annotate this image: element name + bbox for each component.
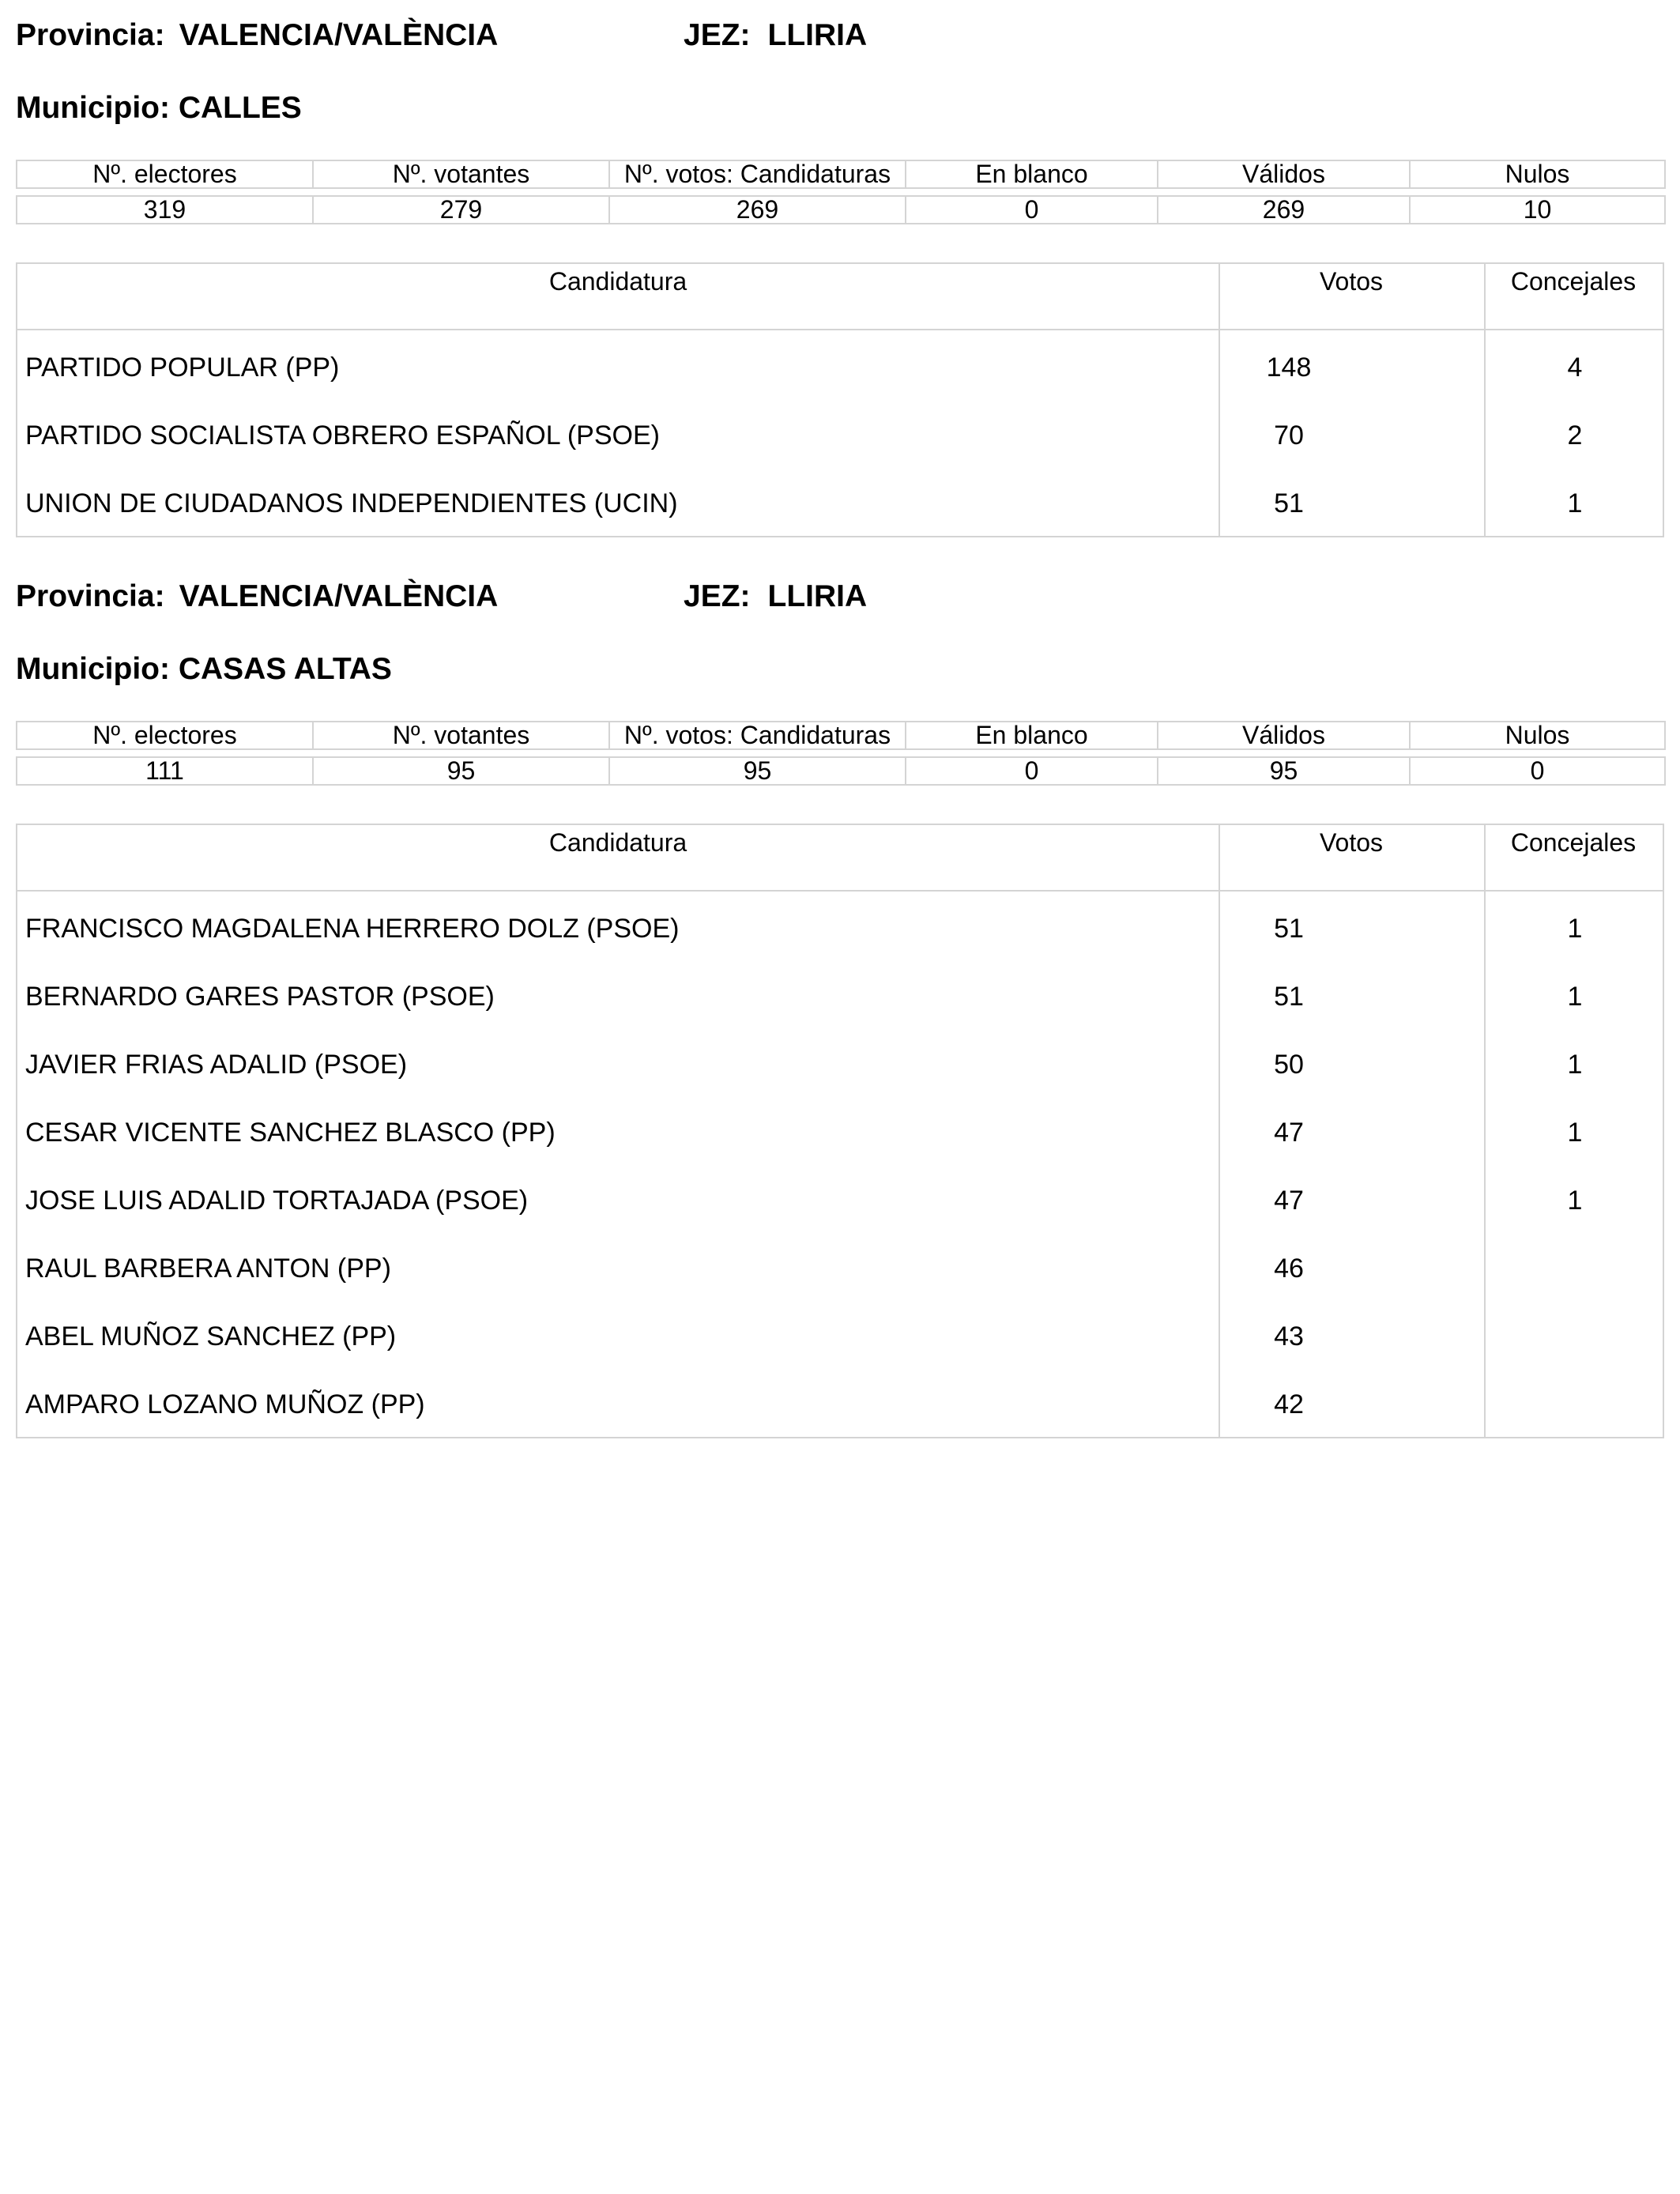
candidatura-concejales: 1 xyxy=(1567,488,1583,518)
candidatura-name: BERNARDO GARES PASTOR (PSOE) xyxy=(25,982,495,1012)
table-row xyxy=(17,466,1663,536)
table-row xyxy=(17,1367,1663,1437)
candidatura-concejales: 4 xyxy=(1567,352,1583,383)
municipio-value: CASAS ALTAS xyxy=(178,652,392,686)
stats-header-row xyxy=(17,722,1665,749)
candidatura-name: ABEL MUÑOZ SANCHEZ (PP) xyxy=(25,1321,397,1351)
results-table xyxy=(16,824,1664,1438)
stats-value-votantes: 95 xyxy=(313,757,609,785)
candidatura-name: JAVIER FRIAS ADALID (PSOE) xyxy=(25,1050,408,1080)
stats-gap xyxy=(17,188,1665,196)
provincia-value: VALENCIA/VALÈNCIA xyxy=(179,18,499,52)
provincia-label: Provincia: xyxy=(16,18,165,52)
stats-value-row xyxy=(17,757,1665,785)
table-row xyxy=(17,330,1663,398)
municipio-line xyxy=(16,651,392,688)
provincia-value: VALENCIA/VALÈNCIA xyxy=(179,579,499,613)
candidatura-name: AMPARO LOZANO MUÑOZ (PP) xyxy=(25,1389,425,1419)
stats-header-electores: Nº. electores xyxy=(17,160,313,188)
candidatura-votos: 51 xyxy=(1274,914,1304,944)
stats-header-votantes: Nº. votantes xyxy=(313,160,609,188)
stats-header-candidaturas: Nº. votos: Candidaturas xyxy=(609,722,906,749)
candidatura-votos: 51 xyxy=(1274,982,1304,1012)
stats-value-nulos: 0 xyxy=(1410,757,1665,785)
municipio-label: Municipio: xyxy=(16,91,170,125)
stats-value-validos: 269 xyxy=(1158,196,1410,224)
stats-value-electores: 111 xyxy=(17,757,313,785)
stats-header-validos: Válidos xyxy=(1158,160,1410,188)
candidatura-name: FRANCISCO MAGDALENA HERRERO DOLZ (PSOE) xyxy=(25,914,680,944)
jez-value: LLIRIA xyxy=(767,18,868,52)
stats-value-validos: 95 xyxy=(1158,757,1410,785)
jez-label: JEZ: xyxy=(684,18,751,52)
candidatura-concejales: 1 xyxy=(1567,1050,1583,1080)
results-header-row xyxy=(17,825,1663,892)
municipio-line xyxy=(16,90,302,126)
table-row xyxy=(17,398,1663,466)
stats-header-en-blanco: En blanco xyxy=(906,722,1158,749)
jez-label: JEZ: xyxy=(684,579,751,613)
candidatura-name: PARTIDO SOCIALISTA OBRERO ESPAÑOL (PSOE) xyxy=(25,420,660,450)
stats-header-votantes: Nº. votantes xyxy=(313,722,609,749)
candidatura-concejales: 1 xyxy=(1567,1186,1583,1216)
stats-table xyxy=(16,160,1666,224)
candidatura-votos: 50 xyxy=(1274,1050,1304,1080)
stats-header-validos: Válidos xyxy=(1158,722,1410,749)
jez-line xyxy=(684,17,867,54)
candidatura-name: UNION DE CIUDADANOS INDEPENDIENTES (UCIN) xyxy=(25,488,678,518)
candidatura-votos: 43 xyxy=(1274,1321,1304,1351)
stats-value-votantes: 279 xyxy=(313,196,609,224)
stats-header-electores: Nº. electores xyxy=(17,722,313,749)
stats-header-candidaturas: Nº. votos: Candidaturas xyxy=(609,160,906,188)
table-row xyxy=(17,1095,1663,1163)
stats-value-electores: 319 xyxy=(17,196,313,224)
candidatura-votos: 70 xyxy=(1274,420,1304,450)
table-row xyxy=(17,1027,1663,1095)
stats-header-row xyxy=(17,160,1665,188)
stats-table xyxy=(16,721,1666,786)
stats-value-nulos: 10 xyxy=(1410,196,1665,224)
municipio-label: Municipio: xyxy=(16,652,170,686)
candidatura-concejales: 1 xyxy=(1567,1118,1583,1148)
results-header-candidatura: Candidatura xyxy=(548,267,687,296)
stats-header-nulos: Nulos xyxy=(1410,722,1665,749)
stats-value-en-blanco: 0 xyxy=(906,757,1158,785)
candidatura-votos: 148 xyxy=(1266,352,1312,383)
candidatura-votos: 47 xyxy=(1274,1186,1304,1216)
candidatura-concejales: 1 xyxy=(1567,914,1583,944)
results-header-concejales: Concejales xyxy=(1510,828,1637,857)
stats-header-nulos: Nulos xyxy=(1410,160,1665,188)
results-header-votos: Votos xyxy=(1319,267,1384,296)
candidatura-name: PARTIDO POPULAR (PP) xyxy=(25,352,340,383)
provincia-line xyxy=(16,579,498,615)
provincia-line xyxy=(16,17,498,54)
stats-value-en-blanco: 0 xyxy=(906,196,1158,224)
jez-value: LLIRIA xyxy=(767,579,868,613)
results-header-votos: Votos xyxy=(1319,828,1384,857)
table-row xyxy=(17,1299,1663,1367)
results-header-concejales: Concejales xyxy=(1510,267,1637,296)
table-row xyxy=(17,1231,1663,1299)
candidatura-votos: 42 xyxy=(1274,1389,1304,1419)
provincia-label: Provincia: xyxy=(16,579,165,613)
results-table xyxy=(16,262,1664,537)
jez-line xyxy=(684,579,867,615)
table-row xyxy=(17,959,1663,1027)
stats-header-en-blanco: En blanco xyxy=(906,160,1158,188)
results-header-candidatura: Candidatura xyxy=(548,828,687,857)
table-row xyxy=(17,892,1663,959)
candidatura-concejales: 1 xyxy=(1567,982,1583,1012)
candidatura-votos: 47 xyxy=(1274,1118,1304,1148)
table-row xyxy=(17,1163,1663,1231)
candidatura-name: RAUL BARBERA ANTON (PP) xyxy=(25,1253,391,1284)
stats-value-candidaturas: 269 xyxy=(609,196,906,224)
stats-value-candidaturas: 95 xyxy=(609,757,906,785)
candidatura-votos: 46 xyxy=(1274,1253,1304,1284)
candidatura-votos: 51 xyxy=(1274,488,1304,518)
results-header-row xyxy=(17,264,1663,330)
candidatura-name: JOSE LUIS ADALID TORTAJADA (PSOE) xyxy=(25,1186,529,1216)
stats-gap xyxy=(17,749,1665,757)
municipio-value: CALLES xyxy=(178,91,302,125)
stats-value-row xyxy=(17,196,1665,224)
candidatura-concejales: 2 xyxy=(1567,420,1583,450)
candidatura-name: CESAR VICENTE SANCHEZ BLASCO (PP) xyxy=(25,1118,556,1148)
